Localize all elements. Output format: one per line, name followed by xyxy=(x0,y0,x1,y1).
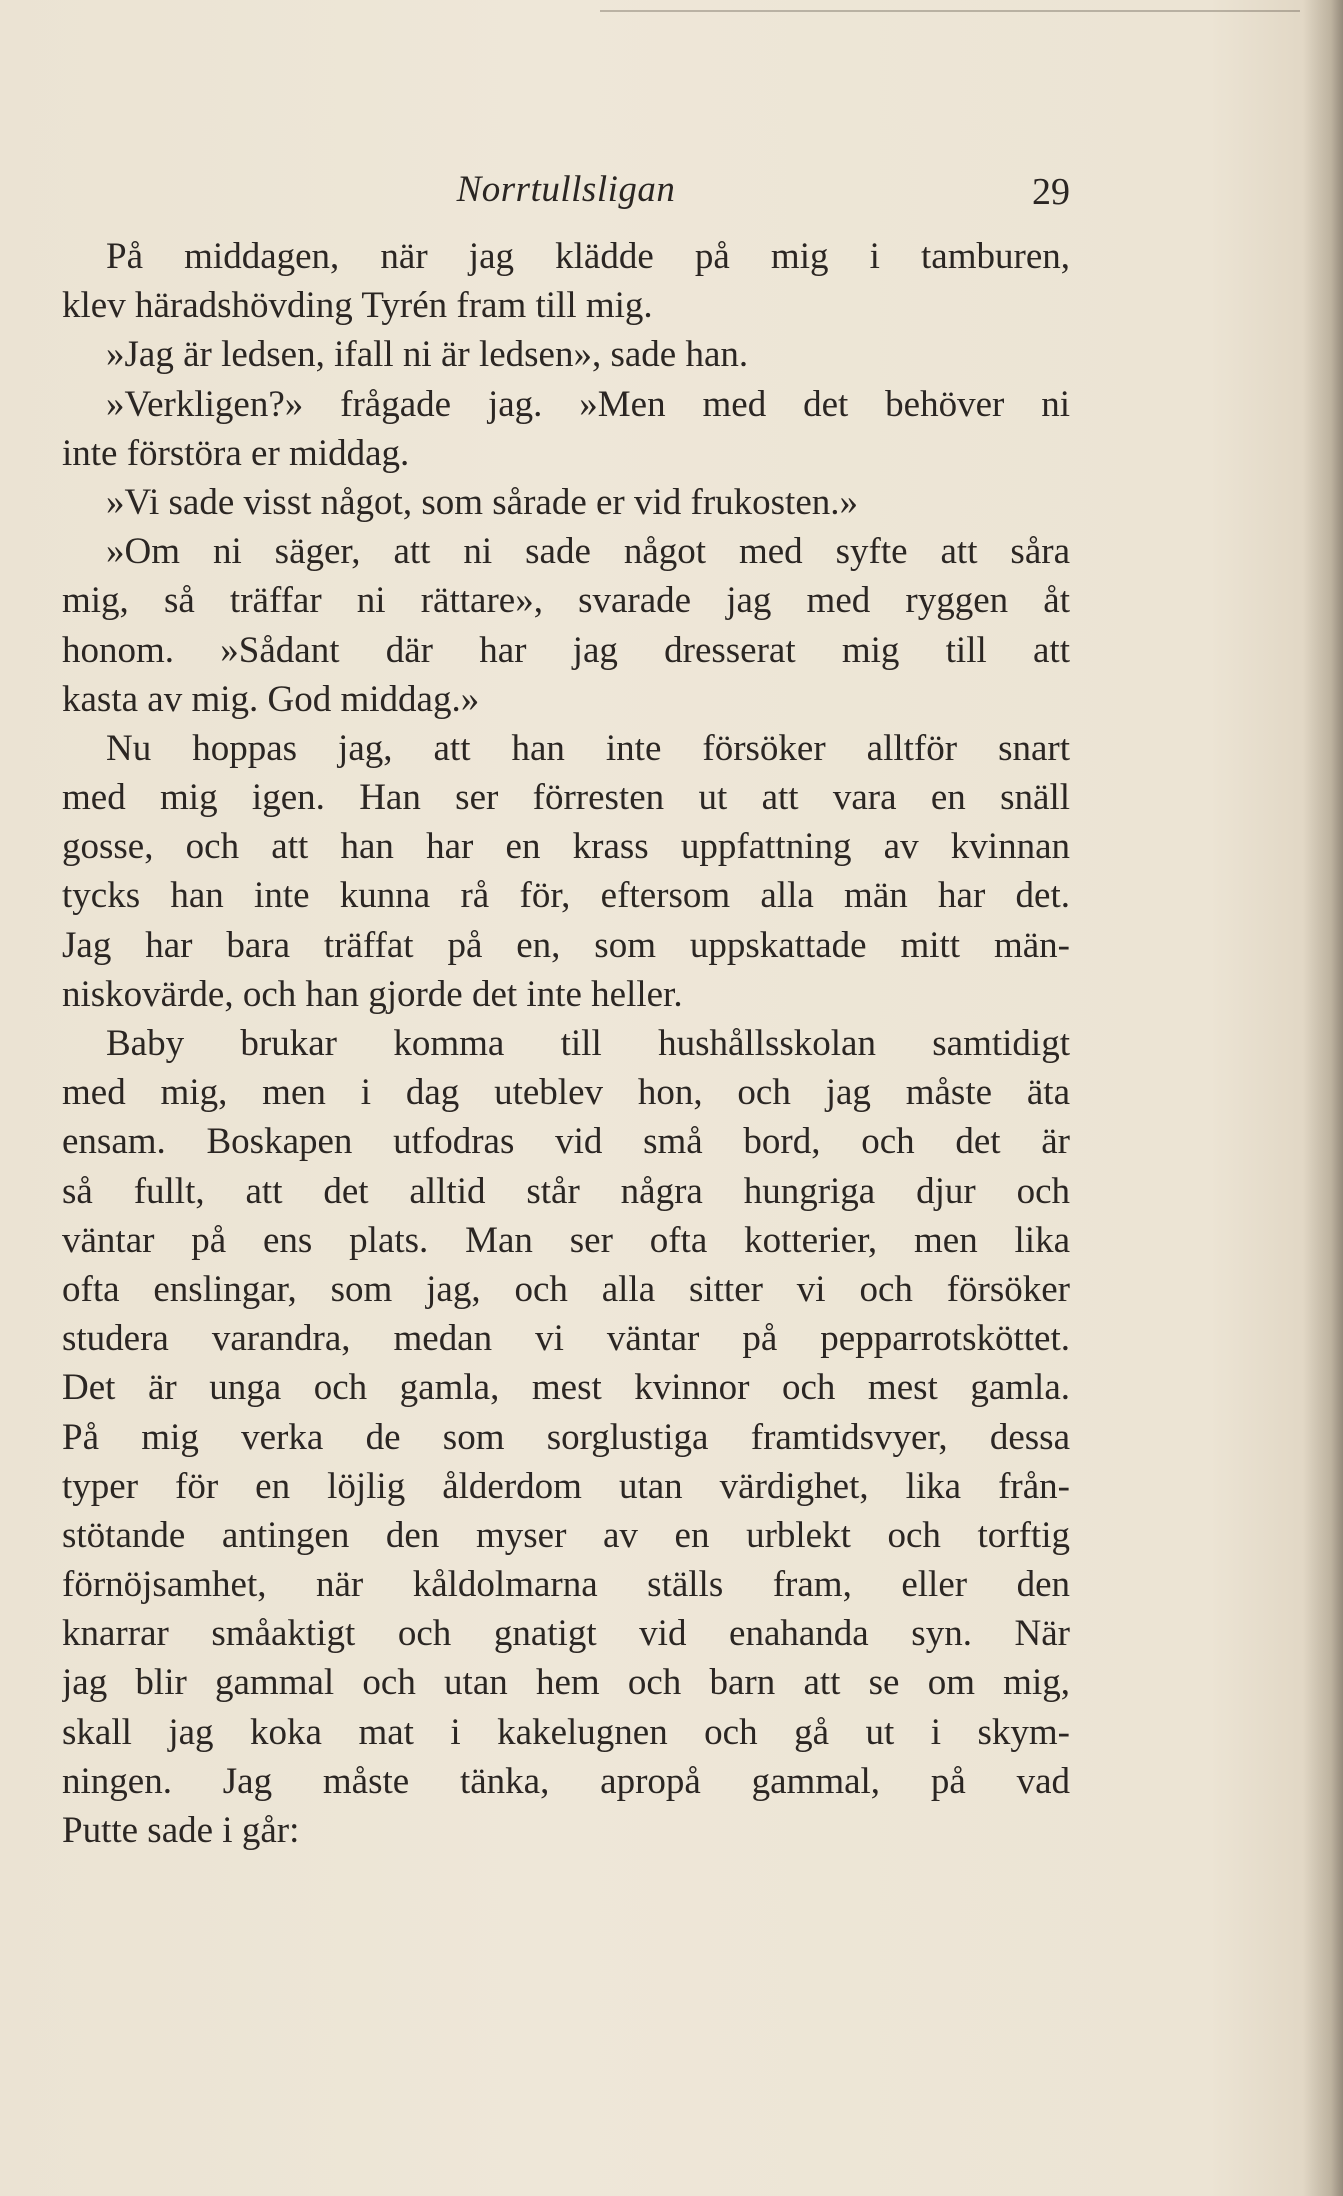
text-line: med mig, men i dag uteblev hon, och jag måste äta xyxy=(62,1072,1070,1114)
body-text xyxy=(62,232,1070,1855)
text-line: skall jag koka mat i kakelugnen och gå ut i skym- xyxy=(62,1711,1070,1753)
text-line: Jag har bara träffat på en, som uppskattade mitt män- xyxy=(62,924,1070,966)
page-header xyxy=(62,168,1070,238)
page-edge-shadow xyxy=(1303,0,1343,2196)
text-line: väntar på ens plats. Man ser ofta kotterier, men lika xyxy=(62,1219,1070,1261)
text-line: kasta av mig. God middag.» xyxy=(62,678,480,720)
text-line: »Om ni säger, att ni sade något med syfte att såra xyxy=(106,531,1070,573)
text-line: På mig verka de som sorglustiga framtidsvyer, dessa xyxy=(62,1416,1070,1458)
text-line: ensam. Boskapen utfodras vid små bord, och det är xyxy=(62,1121,1070,1163)
text-line: mig, så träffar ni rättare», svarade jag med ryggen åt xyxy=(62,580,1070,622)
text-line: »Vi sade visst något, som sårade er vid frukosten.» xyxy=(106,481,859,523)
text-line: honom. »Sådant där har jag dresserat mig till att xyxy=(62,629,1070,671)
text-line: »Verkligen?» frågade jag. »Men med det behöver ni xyxy=(106,383,1070,425)
text-line: tycks han inte kunna rå för, eftersom alla män har det. xyxy=(62,875,1070,917)
text-line: Nu hoppas jag, att han inte försöker alltför snart xyxy=(106,727,1070,769)
text-line: typer för en löjlig ålderdom utan värdighet, lika från- xyxy=(62,1465,1070,1507)
running-title: Norrtullsligan xyxy=(456,169,676,210)
text-line: På middagen, när jag klädde på mig i tamburen, xyxy=(106,236,1070,277)
text-line: stötande antingen den myser av en urblekt och torftig xyxy=(62,1514,1070,1556)
text-line: »Jag är ledsen, ifall ni är ledsen», sade han. xyxy=(106,334,749,376)
text-line: studera varandra, medan vi väntar på pepparrotsköttet. xyxy=(62,1318,1070,1360)
text-line: gosse, och att han har en krass uppfattning av kvinnan xyxy=(62,826,1070,868)
text-line: med mig igen. Han ser förresten ut att vara en snäll xyxy=(62,777,1070,819)
text-line: Det är unga och gamla, mest kvinnor och mest gamla. xyxy=(62,1367,1070,1409)
text-line: Putte sade i går: xyxy=(62,1810,300,1851)
text-line: Baby brukar komma till hushållsskolan samtidigt xyxy=(106,1023,1070,1064)
top-edge-line xyxy=(600,10,1300,12)
text-line: ningen. Jag måste tänka, apropå gammal, på vad xyxy=(62,1760,1070,1802)
text-line: klev häradshövding Tyrén fram till mig. xyxy=(62,285,653,327)
text-line: inte förstöra er middag. xyxy=(62,432,410,474)
text-line: ofta enslingar, som jag, och alla sitter vi och försöker xyxy=(62,1268,1070,1310)
text-line: jag blir gammal och utan hem och barn att se om mig, xyxy=(62,1662,1070,1704)
text-line: niskovärde, och han gjorde det inte heller. xyxy=(62,973,683,1015)
page-number: 29 xyxy=(1032,171,1070,213)
text-line: förnöjsamhet, när kåldolmarna ställs fram, eller den xyxy=(62,1564,1070,1606)
text-line: knarrar småaktigt och gnatigt vid enahanda syn. När xyxy=(62,1613,1070,1655)
text-line: så fullt, att det alltid står några hungriga djur och xyxy=(62,1170,1070,1212)
